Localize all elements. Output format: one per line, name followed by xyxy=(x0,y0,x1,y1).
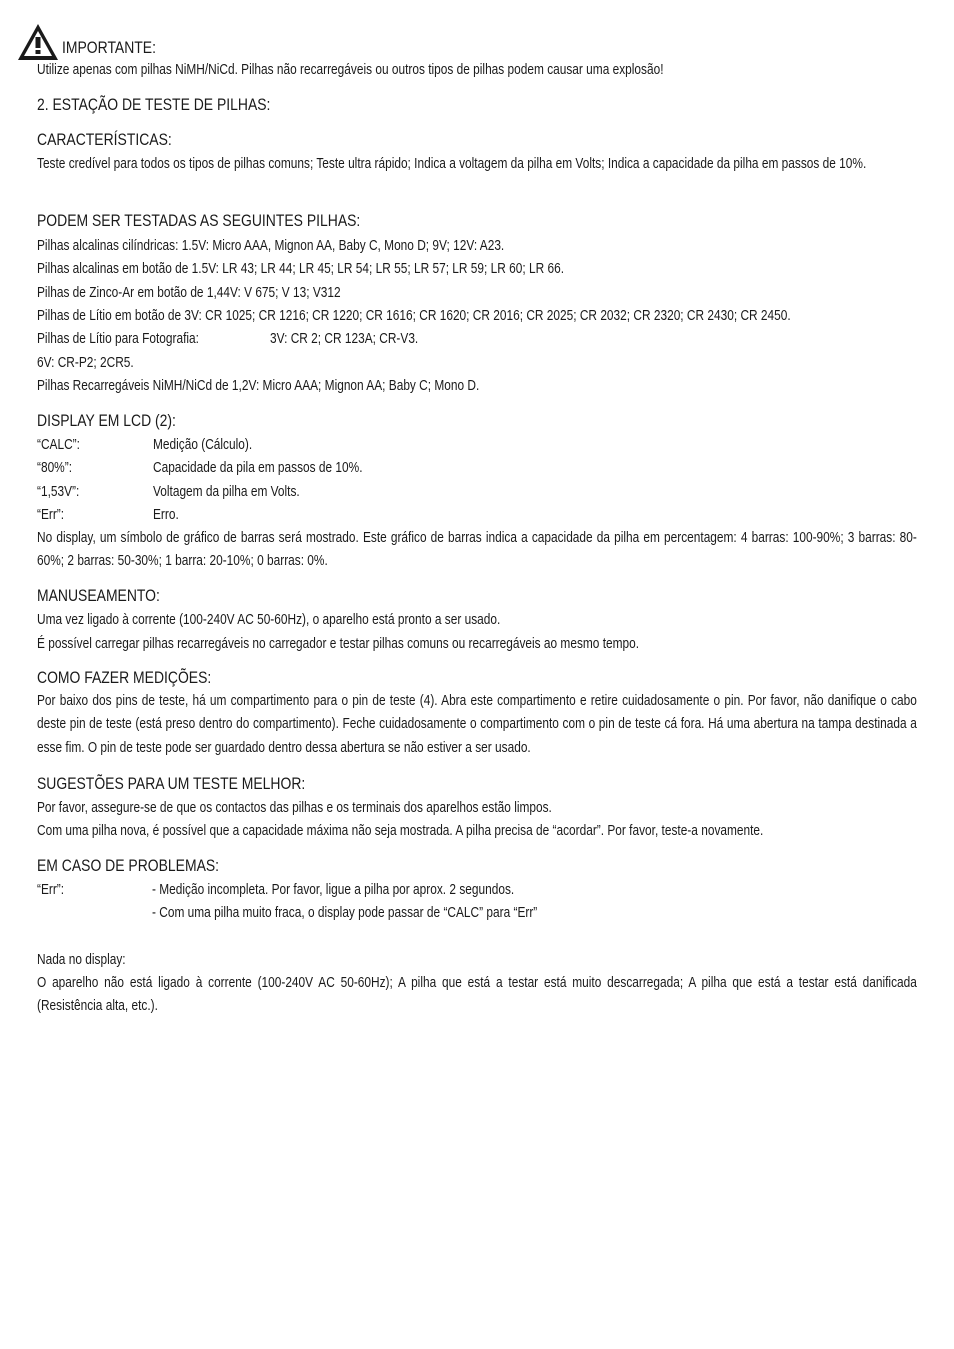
problems-err-key: “Err”: xyxy=(37,882,65,898)
battery-line: Pilhas de Lítio em botão de 3V: CR 1025; CR 1216; CR 1220; CR 1616; CR 1620; CR 2016; CR 2025; CR 2032; CR 2320; CR 2430; CR 2450. xyxy=(37,308,791,324)
display-value: Voltagem da pilha em Volts. xyxy=(153,484,300,500)
battery-photo-value: 3V: CR 2; CR 123A; CR-V3. xyxy=(270,331,419,347)
display-key: “80%”: xyxy=(37,460,73,476)
handling-line: Uma vez ligado à corrente (100-240V AC 50-60Hz), o aparelho está pronto a ser usado. xyxy=(37,612,501,628)
measure-title: COMO FAZER MEDIÇÕES: xyxy=(37,668,212,687)
important-header xyxy=(16,20,177,62)
features-title: CARACTERÍSTICAS: xyxy=(37,130,172,149)
handling-title: MANUSEAMENTO: xyxy=(37,586,160,605)
problems-err-line: - Com uma pilha muito fraca, o display pode passar de “CALC” para “Err” xyxy=(152,905,538,921)
problems-nothing-label: Nada no display: xyxy=(37,952,126,968)
tips-line: Com uma pilha nova, é possível que a capacidade máxima não seja mostrada. A pilha precisa de “acordar”. Por favor, teste-a novamente. xyxy=(37,823,764,839)
battery-6v: 6V: CR-P2; 2CR5. xyxy=(37,355,134,371)
battery-line: Pilhas de Zinco-Ar em botão de 1,44V: V 675; V 13; V312 xyxy=(37,285,341,301)
measure-text: Por baixo dos pins de teste, há um compartimento para o pin de teste (4). Abra este compartimento e retire cuidadosamente o pin. Por favor, não danifique o cabo deste pin de teste (está preso dentro do compartimento). Feche cuidadosamente o compartimento com o pin de teste cá fora. Há uma abertura na tampa destinada a esse fim. O pin de teste pode ser guardado dentro dessa abertura se não estiver a ser usado. xyxy=(37,693,917,756)
problems-title: EM CASO DE PROBLEMAS: xyxy=(37,856,220,875)
battery-line: Pilhas alcalinas em botão de 1.5V: LR 43; LR 44; LR 45; LR 54; LR 55; LR 57; LR 59; LR 60; LR 66. xyxy=(37,261,565,277)
display-value: Capacidade da pila em passos de 10%. xyxy=(153,460,363,476)
features-text: Teste credível para todos os tipos de pilhas comuns; Teste ultra rápido; Indica a voltagem da pilha em Volts; Indica a capacidade da pilha em passos de 10%. xyxy=(37,156,867,172)
important-title: IMPORTANTE: xyxy=(62,38,156,57)
battery-nimh: Pilhas Recarregáveis NiMH/NiCd de 1,2V: Micro AAA; Mignon AA; Baby C; Mono D. xyxy=(37,378,480,394)
display-key: “Err”: xyxy=(37,507,65,523)
warning-icon xyxy=(16,22,60,62)
battery-line: Pilhas alcalinas cilíndricas: 1.5V: Micro AAA, Mignon AA, Baby C, Mono D; 9V; 12V: A23. xyxy=(37,238,505,254)
problems-nothing-text: O aparelho não está ligado à corrente (100-240V AC 50-60Hz); A pilha que está a testar está muito descarregada; A pilha que está a testar está danificada (Resistência alta, etc.). xyxy=(37,975,917,1015)
display-value: Erro. xyxy=(153,507,179,523)
display-key: “CALC”: xyxy=(37,437,80,453)
batteries-title: PODEM SER TESTADAS AS SEGUINTES PILHAS: xyxy=(37,211,361,230)
section-title: 2. ESTAÇÃO DE TESTE DE PILHAS: xyxy=(37,95,271,114)
handling-line: É possível carregar pilhas recarregáveis no carregador e testar pilhas comuns ou recarregáveis ao mesmo tempo. xyxy=(37,636,640,652)
display-title: DISPLAY EM LCD (2): xyxy=(37,411,176,430)
tips-title: SUGESTÕES PARA UM TESTE MELHOR: xyxy=(37,774,306,793)
battery-photo-label: Pilhas de Lítio para Fotografia: xyxy=(37,331,199,347)
display-key: “1,53V”: xyxy=(37,484,80,500)
display-value: Medição (Cálculo). xyxy=(153,437,253,453)
tips-line: Por favor, assegure-se de que os contactos das pilhas e os terminais dos aparelhos estão limpos. xyxy=(37,800,552,816)
problems-err-line: - Medição incompleta. Por favor, ligue a pilha por aprox. 2 segundos. xyxy=(152,882,515,898)
display-text: No display, um símbolo de gráfico de barras será mostrado. Este gráfico de barras indica a capacidade da pilha em percentagem: 4 barras: 100-90%; 3 barras: 80-60%; 2 barras: 50-30%; 1 barra: 20-10%; 0 barras: 0%. xyxy=(37,530,917,570)
important-text: Utilize apenas com pilhas NiMH/NiCd. Pilhas não recarregáveis ou outros tipos de pilhas podem causar uma explosão! xyxy=(37,62,664,78)
